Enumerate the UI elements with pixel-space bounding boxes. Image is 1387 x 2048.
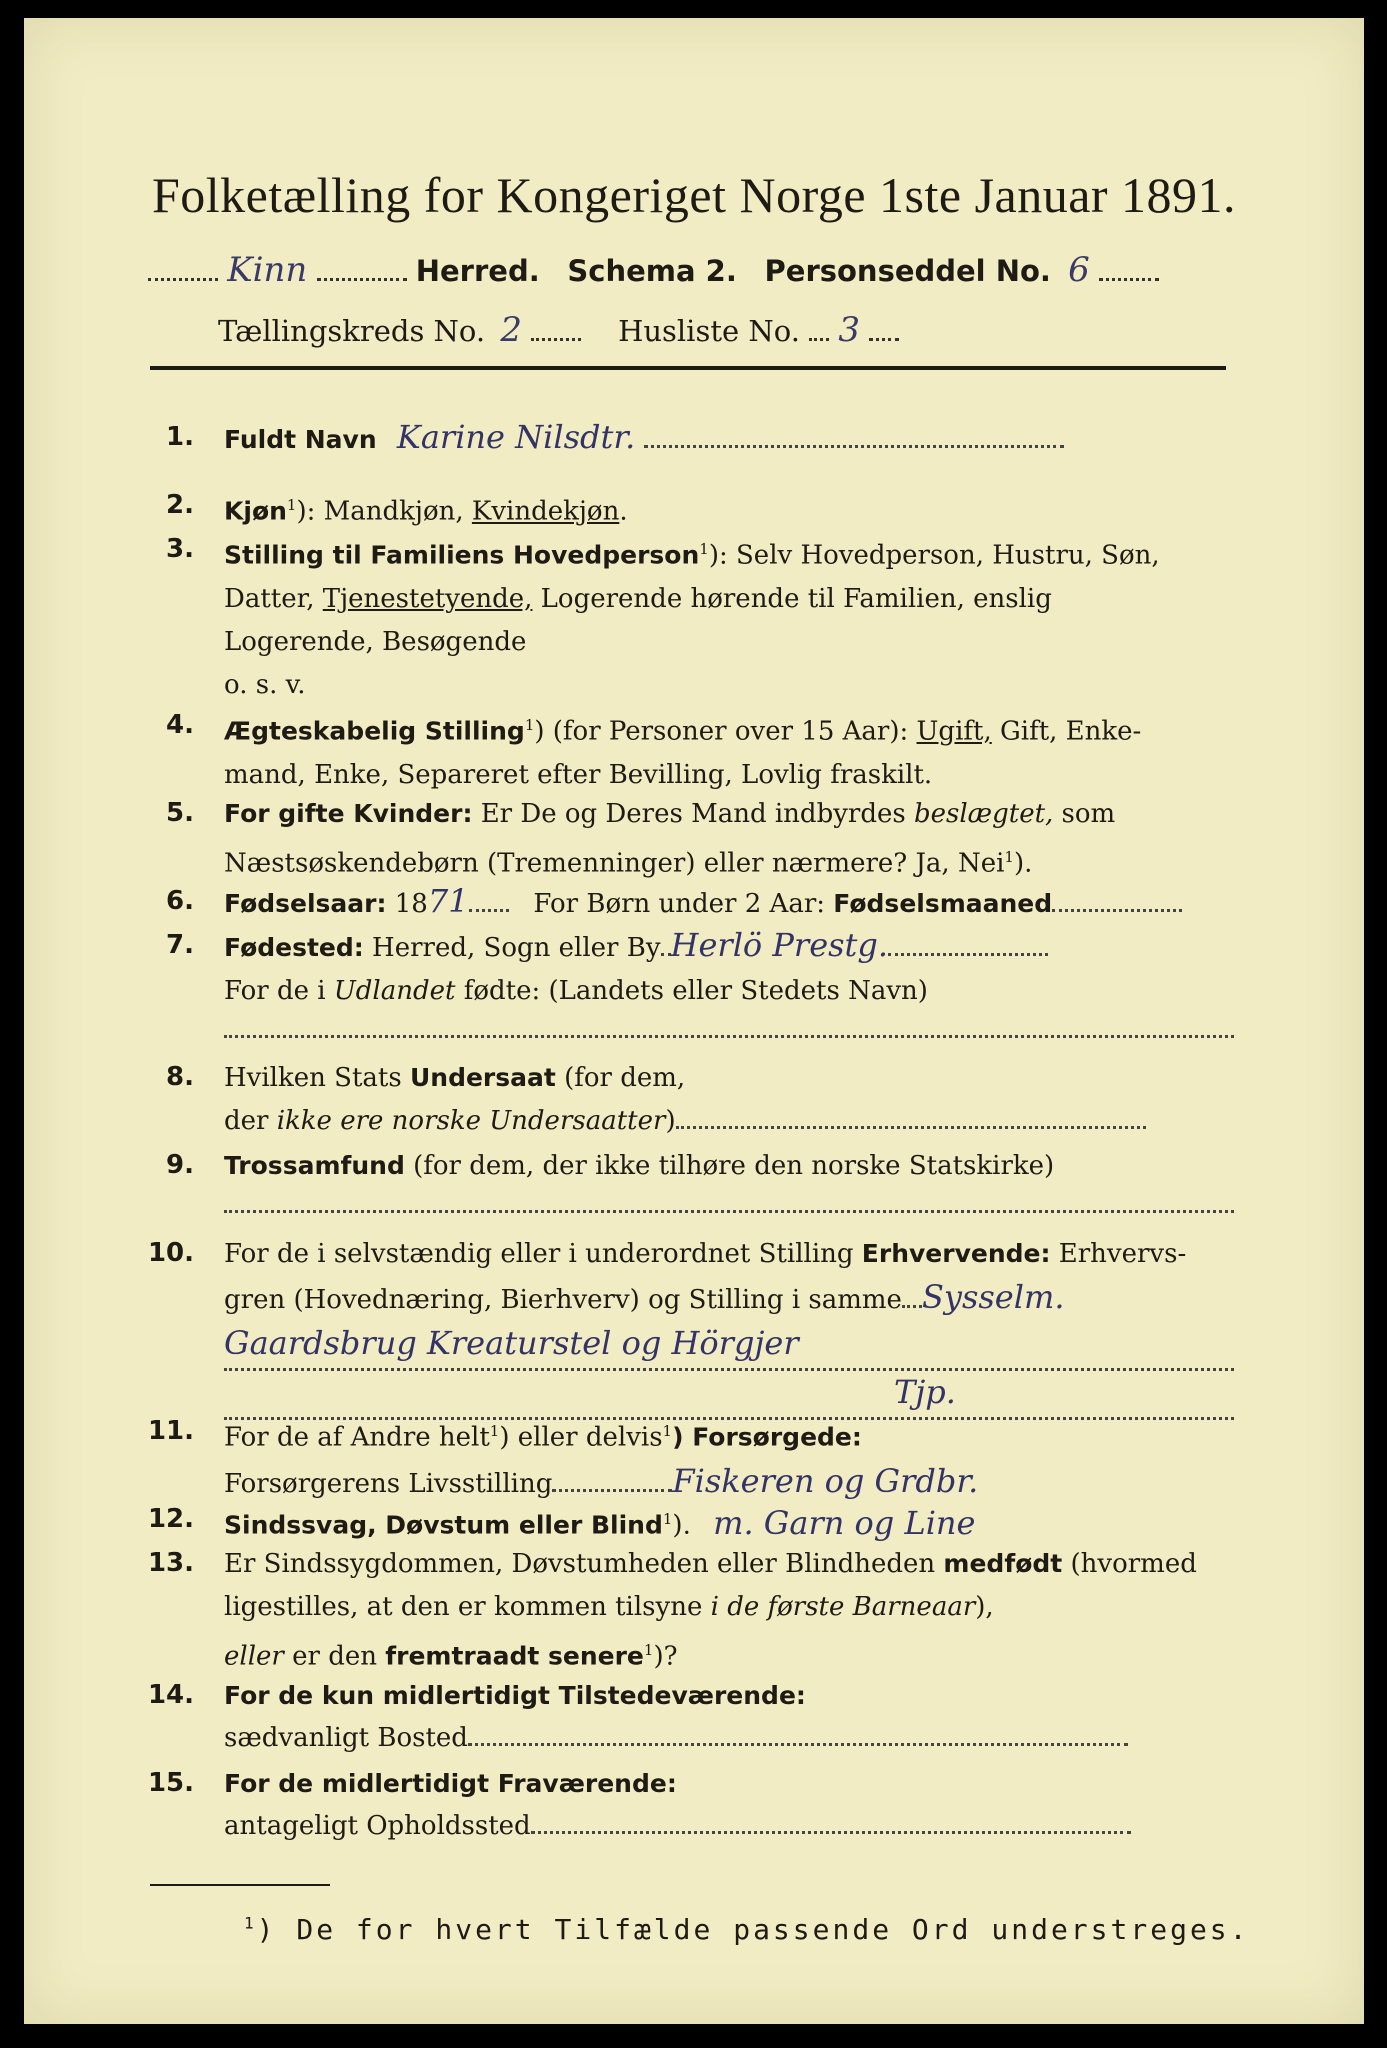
herred-value: Kinn (227, 250, 308, 290)
congenital-text-b: (hvormed (1062, 1549, 1197, 1579)
item-number: 14. (147, 1680, 194, 1710)
taellingskreds-label: Tællingskreds No. (218, 314, 486, 348)
item-number: 7. (166, 930, 194, 960)
item-number: 5. (166, 798, 194, 828)
gender-options: ): Mandkjøn, (296, 496, 472, 527)
occupation-value-2: Gaardsbrug Kreaturstel og Hörgjer (224, 1324, 799, 1362)
gender-label: Kjøn (224, 496, 287, 526)
marital-line2: mand, Enke, Separeret efter Bevilling, Lovlig fraskilt. (224, 759, 933, 790)
supporter-occupation-value: Fiskeren og Grdbr. (672, 1461, 979, 1500)
supported-text-b: ) eller delvis (499, 1422, 663, 1453)
congenital-line3: er den (283, 1641, 386, 1672)
birth-month-label: Fødselsmaaned (833, 889, 1053, 918)
item-number: 1. (166, 422, 194, 452)
gender-selected: Kvindekjøn (471, 496, 620, 527)
marital-text-b: Gift, Enke- (991, 716, 1142, 747)
schema-label: Schema 2. (567, 254, 737, 288)
congenital-line3-end: )? (653, 1641, 678, 1672)
item-number: 11. (147, 1416, 194, 1446)
married-women-italic: beslægtet, (913, 799, 1054, 829)
occupation-line2: gren (Hovednæring, Bierhverv) og Stilling i samme (224, 1285, 902, 1315)
citizenship-text-b: (for dem, (555, 1063, 686, 1093)
married-women-end: ). (1013, 848, 1033, 879)
occupation-value-3: Tjp. (894, 1373, 956, 1411)
footnote-marker: 1 (662, 1510, 673, 1528)
congenital-text: Er Sindssygdommen, Døvstumheden eller Blindheden (224, 1549, 944, 1579)
occupation-text-b: Erhvervs- (1050, 1239, 1187, 1269)
probable-residence-label: antageligt Opholdssted (224, 1811, 531, 1841)
full-name-label: Fuldt Navn (224, 425, 377, 454)
family-position-line2a: Datter, (224, 583, 323, 614)
congenital-line2: ligestilles, at den er kommen tilsyne (224, 1592, 711, 1622)
birth-year-prefix: 18 (394, 889, 428, 919)
citizenship-text: Hvilken Stats (224, 1063, 410, 1093)
temporary-absent-label: For de midlertidigt Fraværende: (224, 1769, 677, 1798)
personseddel-label: Personseddel No. (764, 254, 1051, 288)
citizenship-italic: ikke ere norske Undersaatter (276, 1106, 666, 1136)
congenital-italic: i de første Barneaar (710, 1592, 976, 1622)
footnote-marker-2: 1 (662, 1422, 673, 1440)
birth-year-label: Fødselsaar: (224, 889, 387, 918)
citizenship-end: ) (665, 1106, 676, 1136)
item-number: 9. (166, 1150, 194, 1180)
religion-text: (for dem, der ikke tilhøre den norske Statskirke) (404, 1151, 1055, 1181)
religion-label: Trossamfund (224, 1151, 405, 1180)
family-position-line2b: Logerende hørende til Familien, enslig (532, 583, 1052, 614)
item-number: 4. (166, 710, 194, 740)
foreign-born-blank (224, 1013, 1234, 1038)
birthplace-value: Herlö Prestg. (670, 926, 889, 964)
usual-residence-label: sædvanligt Bosted (224, 1723, 468, 1753)
marital-text: ) (for Personer over 15 Aar): (534, 716, 917, 747)
footnote-marker: 1 (489, 1422, 500, 1440)
occupation-label: Erhvervende: (861, 1239, 1051, 1268)
supported-text: For de af Andre helt (224, 1422, 490, 1453)
footnote-marker: 1 (286, 496, 297, 514)
husliste-label: Husliste No. (618, 314, 800, 348)
congenital-line3-italic: eller (224, 1641, 284, 1672)
birthplace-text: Herred, Sogn eller By (363, 933, 661, 963)
disability-label: Sindssvag, Døvstum eller Blind (224, 1510, 663, 1540)
item-number: 12. (147, 1504, 194, 1534)
footnote-marker: 1 (244, 1913, 257, 1933)
occupation-value-1: Sysselm. (921, 1278, 1065, 1316)
married-women-text-b: som (1053, 799, 1116, 829)
full-name-value: Karine Nilsdtr. (396, 418, 636, 456)
husliste-value: 3 (838, 310, 860, 350)
family-position-selected: Tjenestetyende, (322, 583, 533, 614)
foreign-born-text: For de i (224, 976, 334, 1006)
married-women-line2: Næstsøskendebørn (Tremenninger) eller nærmere? Ja, Nei (224, 848, 1005, 879)
personseddel-value: 6 (1068, 250, 1090, 290)
footnote-marker: 1 (1004, 848, 1014, 866)
disability-end: ). (672, 1510, 691, 1541)
family-position-line4: o. s. v. (224, 669, 306, 700)
supporter-occupation-label: Forsørgerens Livsstilling (224, 1468, 553, 1499)
item-number: 2. (166, 490, 194, 520)
item-number: 13. (147, 1548, 194, 1578)
disability-value: m. Garn og Line (713, 1503, 976, 1542)
footnote-text: ) De for hvert Tilfælde passende Ord understreges. (256, 1913, 1250, 1946)
taellingskreds-value: 2 (500, 310, 522, 350)
foreign-born-text-b: fødte: (Landets eller Stedets Navn) (455, 976, 928, 1006)
footnote-marker: 1 (643, 1641, 654, 1659)
marital-selected: Ugift, (916, 716, 992, 747)
header-row-herred (148, 250, 1159, 290)
header-row-taelling (218, 310, 899, 350)
acquired-later-label: fremtraadt senere (385, 1641, 644, 1671)
congenital-line2-end: ), (975, 1592, 994, 1622)
footnote (244, 1913, 1250, 1946)
family-position-label: Stilling til Familiens Hovedperson (224, 540, 700, 570)
temporary-present-label: For de kun midlertidigt Tilstedeværende: (224, 1681, 806, 1710)
foreign-born-italic: Udlandet (333, 976, 456, 1006)
gender-end: . (619, 496, 628, 527)
congenital-label: medfødt (943, 1549, 1063, 1578)
item-number: 3. (166, 534, 194, 564)
footnote-divider (150, 1884, 330, 1886)
census-form (24, 18, 1364, 2024)
religion-blank (224, 1188, 1234, 1213)
header-divider (150, 366, 1226, 370)
footnote-marker: 1 (699, 540, 709, 558)
citizenship-label: Undersaat (409, 1063, 556, 1092)
supported-label: ) Forsørgede: (672, 1422, 862, 1452)
birthplace-label: Fødested: (224, 933, 364, 962)
citizenship-line2: der (224, 1106, 277, 1136)
marital-status-label: Ægteskabelig Stilling (224, 716, 525, 746)
footnote-marker: 1 (524, 716, 535, 734)
married-women-text: Er De og Deres Mand indbyrdes (472, 799, 914, 829)
family-position-line3: Logerende, Besøgende (224, 626, 527, 657)
married-women-label: For gifte Kvinder: (224, 799, 473, 828)
item-number: 6. (166, 886, 194, 916)
item-number: 10. (147, 1238, 194, 1268)
herred-label: Herred. (415, 254, 540, 288)
form-title: Folketælling for Kongeriget Norge 1ste Januar 1891. (151, 167, 1237, 223)
birth-month-text: For Børn under 2 Aar: (533, 889, 834, 919)
family-position-options: ): Selv Hovedperson, Hustru, Søn, (708, 540, 1160, 571)
item-number: 15. (147, 1768, 194, 1798)
item-number: 8. (166, 1062, 194, 1092)
occupation-text: For de i selvstændig eller i underordnet Stilling (224, 1239, 862, 1269)
birth-year-value: 71 (427, 882, 469, 920)
